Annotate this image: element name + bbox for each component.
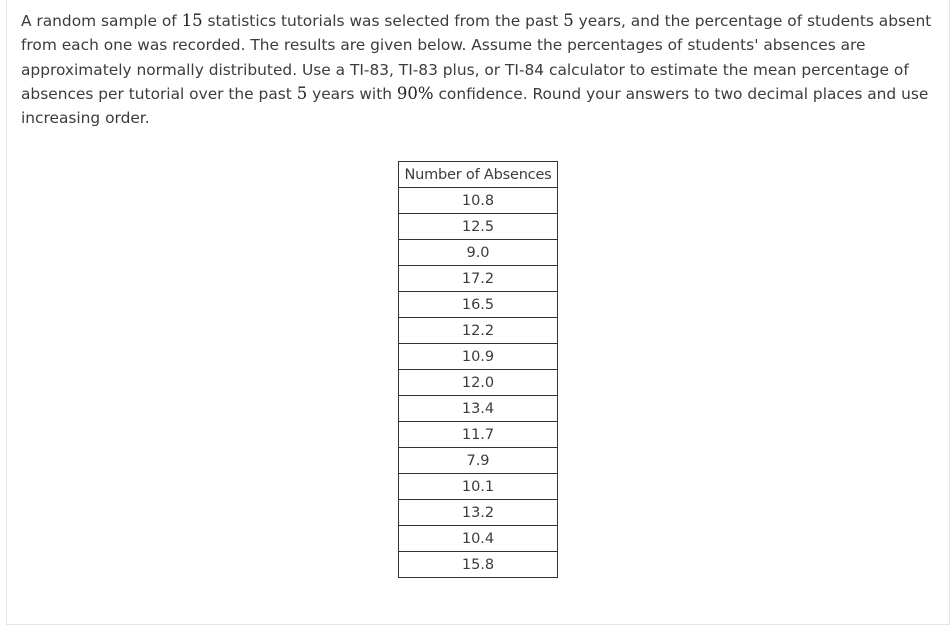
table-cell: 12.5: [399, 214, 558, 240]
problem-statement: [21, 9, 949, 130]
problem-text-2: statistics tutorials was selected from the past: [202, 12, 564, 30]
problem-text-1: A random sample of: [21, 12, 182, 30]
table-row: [399, 474, 558, 500]
table-cell: 7.9: [399, 448, 558, 474]
table-cell: 10.4: [399, 526, 558, 552]
table-cell: 11.7: [399, 422, 558, 448]
table-row: [399, 318, 558, 344]
problem-text-4: years with: [307, 84, 397, 103]
table-row: [399, 448, 558, 474]
table-row: [399, 240, 558, 266]
table-cell: 12.2: [399, 318, 558, 344]
table-row: [399, 422, 558, 448]
table-cell: 17.2: [399, 266, 558, 292]
sample-size: 15: [181, 11, 203, 30]
table-cell: 13.2: [399, 500, 558, 526]
confidence-level: 90%: [396, 83, 434, 103]
table-row: [399, 214, 558, 240]
table-cell: 12.0: [399, 370, 558, 396]
table-row: [399, 526, 558, 552]
table-cell: 10.1: [399, 474, 558, 500]
table-row: [399, 344, 558, 370]
table-row: [399, 266, 558, 292]
problem-text-3: years, and the percentage of students absent from each one was recorded. The results are given below. Assume the percentages of students' absences are approximately normally distributed. Use a TI-83, TI-83 plus, or TI-84 calculator to estimate the mean percentage of absences per tutorial over the past: [21, 12, 932, 103]
absences-table: [398, 161, 558, 578]
table-row: [399, 188, 558, 214]
years-value-1: 5: [563, 11, 574, 30]
table-cell: 13.4: [399, 396, 558, 422]
table-row: [399, 370, 558, 396]
table-row: [399, 500, 558, 526]
problem-text-5: confidence. Round your answers to two decimal places and use increasing order.: [21, 84, 929, 128]
table-row: [399, 552, 558, 578]
table-cell: 10.9: [399, 344, 558, 370]
table-row: [399, 396, 558, 422]
column-header-number-of-absences: Number of Absences: [399, 162, 558, 188]
table-cell: 10.8: [399, 188, 558, 214]
table-cell: 9.0: [399, 240, 558, 266]
table-cell: 16.5: [399, 292, 558, 318]
table-cell: 15.8: [399, 552, 558, 578]
years-value-2: 5: [296, 83, 308, 103]
table-header-row: [399, 162, 558, 188]
table-row: [399, 292, 558, 318]
